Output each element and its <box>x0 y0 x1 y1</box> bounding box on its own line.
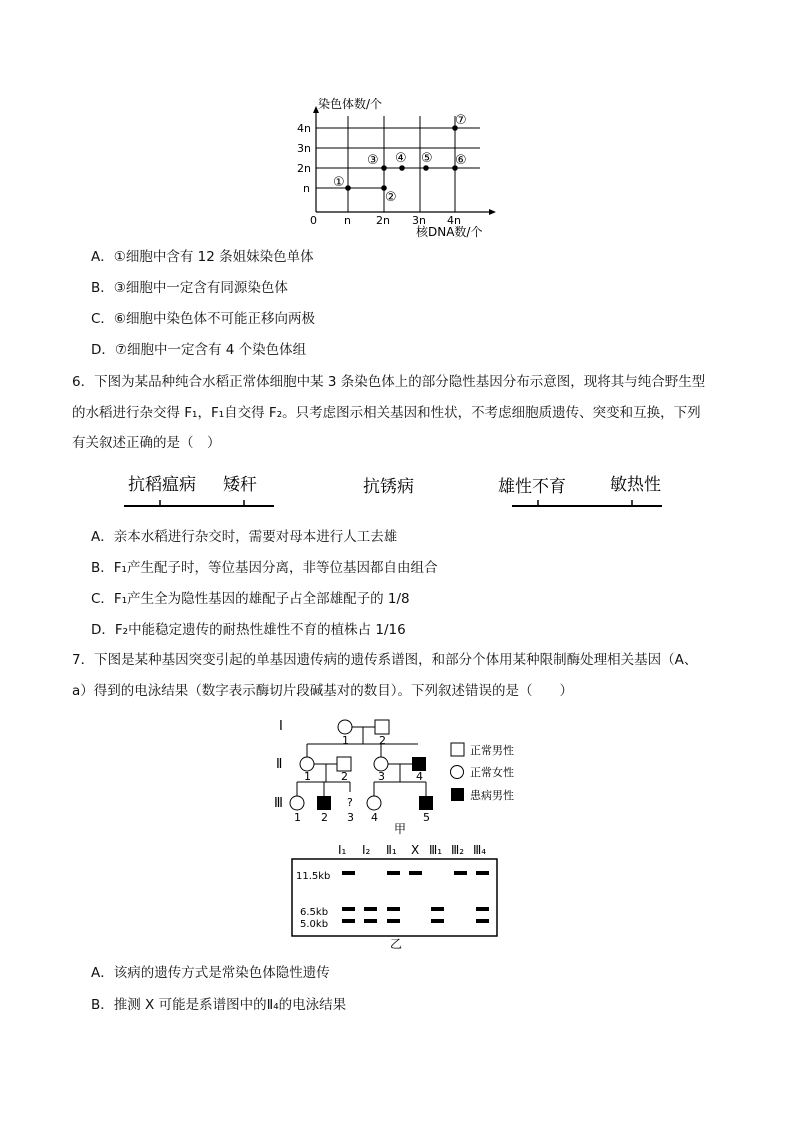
q6-option-d: D．F₂中能稳定遗传的耐热性雄性不育的植株占 1/16 <box>91 622 406 638</box>
gene-label: 矮秆 <box>223 475 257 495</box>
individual-number: 2 <box>379 734 386 747</box>
pedigree-normal-female <box>374 757 388 771</box>
individual-number: 3 <box>347 811 354 824</box>
y-tick-label: n <box>303 182 310 195</box>
q7-stem-line: a）得到的电泳结果（数字表示酶切片段碱基对的数目）。下列叙述错误的是（ ） <box>72 683 574 699</box>
data-point <box>423 165 429 171</box>
q6-option-a: A．亲本水稻进行杂交时，需要对母本进行人工去雄 <box>91 529 398 545</box>
generation-label: Ⅲ <box>274 796 283 811</box>
pedigree-normal-female <box>290 796 304 810</box>
x-tick-label: 2n <box>376 214 390 227</box>
gel-band <box>409 871 422 875</box>
point-label: ⑤ <box>421 151 433 166</box>
pedigree-normal-female <box>338 720 352 734</box>
data-point <box>399 165 405 171</box>
q7-option-b: B．推测 X 可能是系谱图中的Ⅱ₄的电泳结果 <box>91 997 347 1013</box>
point-label: ⑥ <box>455 153 467 168</box>
individual-number: 1 <box>342 734 349 747</box>
q7-stem-line: 7．下图是某种基因突变引起的单基因遗传病的遗传系谱图，和部分个体用某种限制酶处理相关基因（A、 <box>72 652 698 668</box>
x-axis-arrow-icon <box>489 209 496 215</box>
legend-label: 正常女性 <box>470 766 514 779</box>
q5-option-a: A．①细胞中含有 12 条姐妹染色单体 <box>91 249 314 265</box>
legend-label: 患病男性 <box>470 789 514 802</box>
point-label: ③ <box>367 153 379 168</box>
gene-label: 抗稻瘟病 <box>128 475 196 495</box>
lane-label: Ⅲ₁ <box>429 843 443 857</box>
gel-band <box>342 907 355 911</box>
unknown-individual-mark: ? <box>347 796 353 809</box>
gel-band <box>476 907 489 911</box>
legend-label: 正常男性 <box>470 744 514 757</box>
q6-stem-line: 的水稻进行杂交得 F₁，F₁自交得 F₂。只考虑图示相关基因和性状，不考虑细胞质遗传、突变和互换，下列 <box>72 405 701 421</box>
gel-band <box>364 919 377 923</box>
individual-number: 3 <box>378 770 385 783</box>
chromosome-gene-diagram <box>120 466 680 514</box>
legend-normal-female-icon <box>451 766 464 779</box>
band-size-label: 11.5kb <box>296 871 331 882</box>
point-label: ① <box>333 175 345 190</box>
gel-band <box>387 907 400 911</box>
y-tick-label: 4n <box>297 122 311 135</box>
gel-caption: 乙 <box>390 937 403 950</box>
individual-number: 1 <box>304 770 311 783</box>
q6-option-c: C．F₁产生全为隐性基因的雄配子占全部雄配子的 1/8 <box>91 591 410 607</box>
x-axis-label: 核DNA数/个 <box>416 225 483 239</box>
q6-stem-line: 6．下图为某品种纯合水稻正常体细胞中某 3 条染色体上的部分隐性基因分布示意图，现将其与纯合野生型 <box>72 374 706 390</box>
x-tick-label: n <box>344 214 351 227</box>
gel-band <box>476 871 489 875</box>
point-label: ⑦ <box>455 113 467 128</box>
data-point <box>381 165 387 171</box>
lane-label: Ⅲ₄ <box>473 843 487 857</box>
individual-number: 2 <box>321 811 328 824</box>
origin-label: 0 <box>310 214 317 227</box>
q6-option-b: B．F₁产生配子时，等位基因分离，非等位基因都自由组合 <box>91 560 438 576</box>
pedigree-chart <box>270 714 540 836</box>
gene-label: 雄性不育 <box>498 477 566 497</box>
lane-label: Ⅲ₂ <box>451 843 465 857</box>
band-size-label: 5.0kb <box>300 919 329 930</box>
lane-label: X <box>411 843 420 857</box>
gel-band <box>431 919 444 923</box>
pedigree-affected-male <box>412 757 426 771</box>
point-label: ④ <box>395 151 407 166</box>
legend-normal-male-icon <box>451 743 464 756</box>
legend-affected-male-icon <box>451 788 464 801</box>
band-size-label: 6.5kb <box>300 907 329 918</box>
lane-label: Ⅱ₁ <box>386 843 397 857</box>
gene-label: 抗锈病 <box>363 477 414 497</box>
gene-label: 敏热性 <box>610 475 661 495</box>
q5-option-b: B．③细胞中一定含有同源染色体 <box>91 280 288 296</box>
pedigree-normal-male <box>337 757 351 771</box>
x-tick-label: 4n <box>447 214 461 227</box>
y-tick-label: 2n <box>297 162 311 175</box>
pedigree-affected-male <box>419 796 433 810</box>
graph-ylabel: 染色体数/个 <box>318 97 383 111</box>
q5-option-c: C．⑥细胞中染色体不可能正移向两极 <box>91 311 316 327</box>
individual-number: 4 <box>371 811 378 824</box>
y-tick-label: 3n <box>297 142 311 155</box>
data-point <box>345 185 351 191</box>
pedigree-normal-male <box>375 720 389 734</box>
gel-band <box>342 919 355 923</box>
gel-band <box>387 919 400 923</box>
individual-number: 4 <box>416 770 423 783</box>
chromosome-dna-graph <box>296 96 506 240</box>
q7-option-a: A．该病的遗传方式是常染色体隐性遗传 <box>91 965 330 981</box>
gel-band <box>387 871 400 875</box>
electrophoresis-gel <box>290 838 510 950</box>
q5-option-d: D．⑦细胞中一定含有 4 个染色体组 <box>91 342 307 358</box>
generation-label: Ⅱ <box>276 757 283 772</box>
gel-band <box>431 907 444 911</box>
gel-band <box>364 907 377 911</box>
gel-band <box>476 919 489 923</box>
lane-label: Ⅰ₁ <box>338 843 347 857</box>
individual-number: 2 <box>341 770 348 783</box>
gel-band <box>454 871 467 875</box>
pedigree-normal-female <box>367 796 381 810</box>
pedigree-normal-female <box>300 757 314 771</box>
pedigree-caption: 甲 <box>394 822 407 836</box>
gel-band <box>342 871 355 875</box>
generation-label: Ⅰ <box>279 719 283 734</box>
q6-stem-line: 有关叙述正确的是（ ） <box>72 435 221 451</box>
pedigree-affected-male <box>317 796 331 810</box>
point-label: ② <box>385 190 397 205</box>
x-tick-label: 3n <box>412 214 426 227</box>
individual-number: 1 <box>294 811 301 824</box>
lane-label: Ⅰ₂ <box>362 843 371 857</box>
individual-number: 5 <box>423 811 430 824</box>
